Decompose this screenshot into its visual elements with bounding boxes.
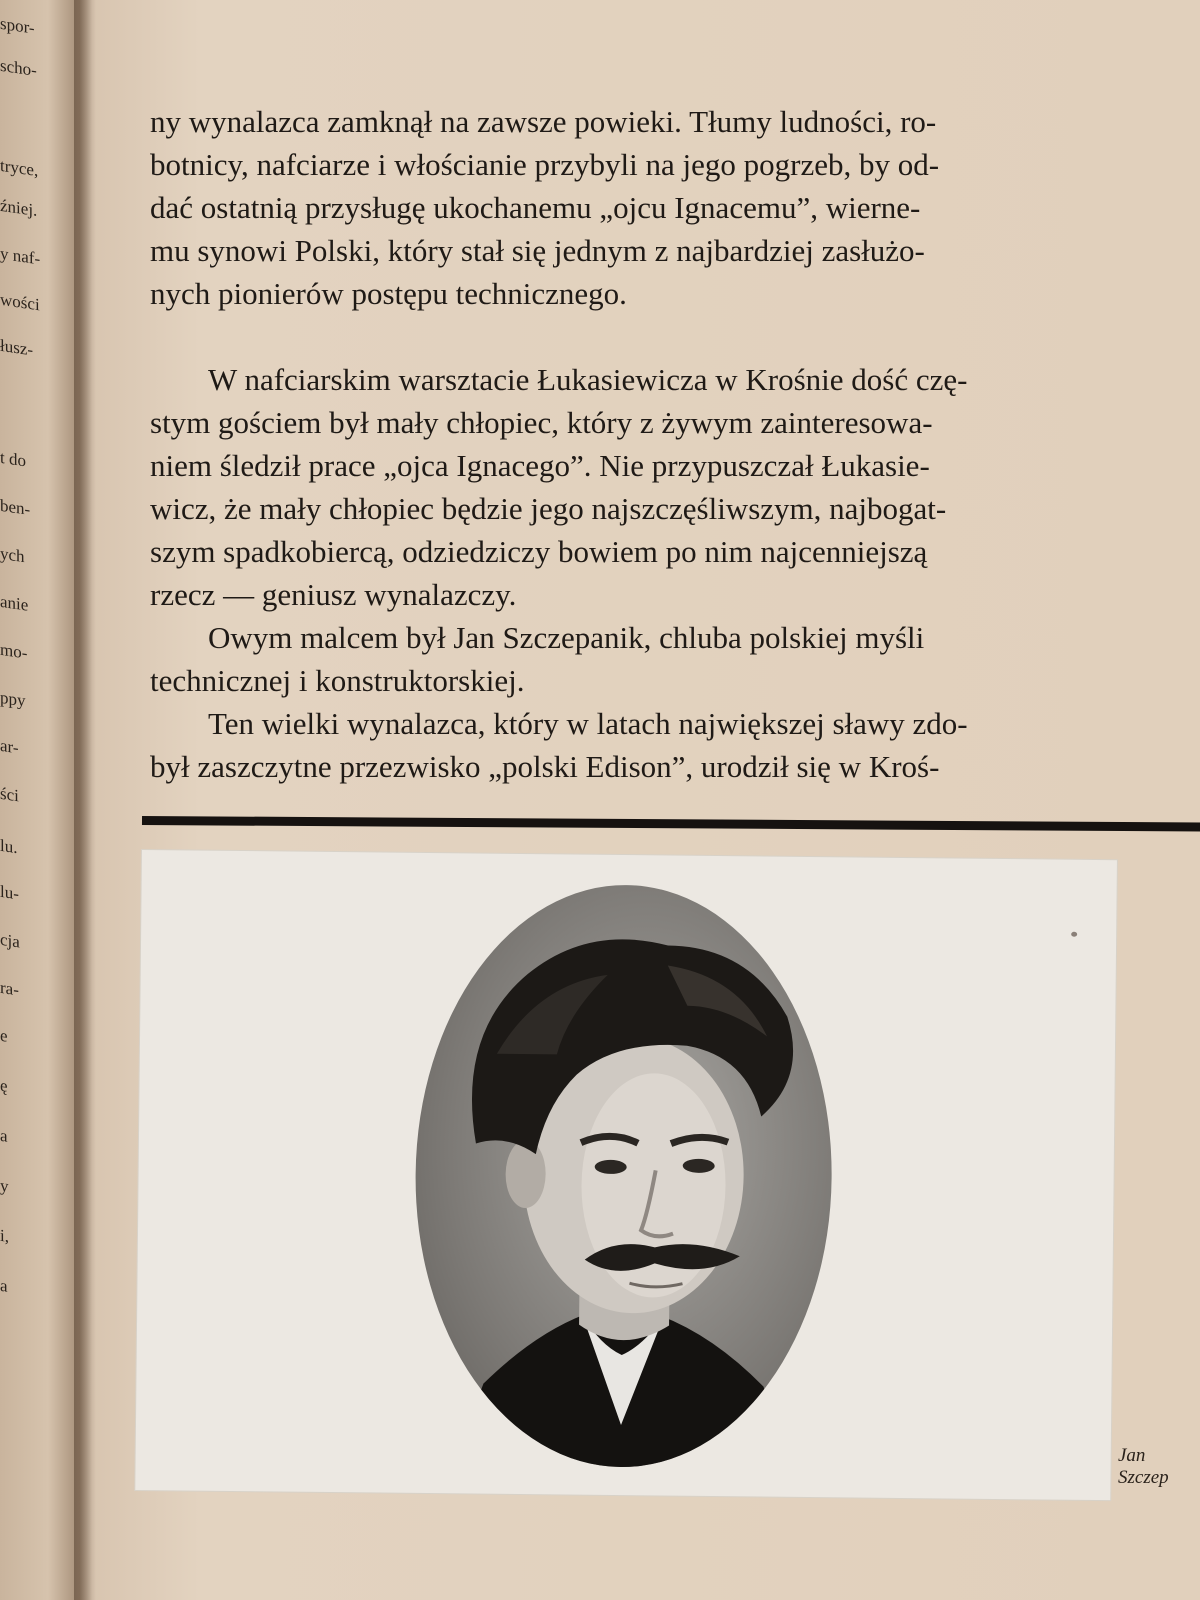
left-fragment: spor- — [0, 13, 35, 38]
left-fragment: lu- — [0, 881, 19, 904]
left-fragment: anie — [0, 591, 29, 615]
text-line: technicznej i konstruktorskiej. — [150, 663, 525, 698]
text-line: ny wynalazca zamknął na zawsze powieki. Tłumy ludności, ro- — [150, 104, 937, 139]
left-fragment: tryce, — [0, 155, 39, 181]
body-text — [150, 100, 1150, 788]
text-line: rzecz — geniusz wynalazczy. — [150, 577, 517, 612]
right-page — [86, 0, 1200, 1600]
text-line: W nafciarskim warsztacie Łukasiewicza w Krośnie dość czę- — [208, 362, 968, 397]
print-speck — [1071, 932, 1077, 937]
left-fragment: scho- — [0, 55, 37, 80]
section-rule — [142, 816, 1200, 832]
left-fragment: i, — [0, 1225, 9, 1247]
left-fragment: cja — [0, 929, 20, 952]
text-line: Owym malcem był Jan Szczepanik, chluba polskiej myśli — [208, 620, 925, 655]
left-fragment: a — [0, 1275, 8, 1296]
caption-line: Jan — [1118, 1445, 1146, 1466]
left-fragment: ę — [0, 1075, 8, 1096]
text-line: niem śledził prace „ojca Ignacego”. Nie przypuszczał Łukasie- — [150, 448, 930, 483]
left-fragment: y — [0, 1175, 9, 1196]
left-fragment: ben- — [0, 495, 31, 520]
left-fragment: łusz- — [0, 335, 34, 360]
text-line: wicz, że mały chłopiec będzie jego najszczęśliwszym, najbogat- — [150, 491, 947, 526]
left-fragment: źniej. — [0, 195, 38, 221]
text-line: nych pionierów postępu technicznego. — [150, 276, 627, 311]
left-page-edge — [0, 0, 80, 1600]
text-line: botnicy, nafciarze i włościanie przybyli na jego pogrzeb, by od- — [150, 147, 940, 182]
left-fragment: ar- — [0, 735, 19, 758]
text-line: stym gościem był mały chłopiec, który z żywym zainteresowa- — [150, 405, 933, 440]
left-fragment: e — [0, 1025, 8, 1046]
portrait-photo — [413, 883, 835, 1469]
photo-plate — [135, 850, 1117, 1500]
left-fragment: ppy — [0, 687, 26, 711]
text-line: Ten wielki wynalazca, który w latach największej sławy zdo- — [208, 706, 968, 741]
left-fragment: wości — [0, 289, 40, 315]
left-fragment: y naf- — [0, 243, 41, 269]
portrait-figure — [413, 883, 835, 1469]
left-fragment: ych — [0, 543, 25, 567]
text-line: mu synowi Polski, który stał się jednym z najbardziej zasłużo- — [150, 233, 925, 268]
left-fragment: mo- — [0, 639, 28, 663]
text-line: szym spadkobiercą, odziedziczy bowiem po nim najcenniejszą — [150, 534, 928, 569]
text-line: był zaszczytne przezwisko „polski Edison”, urodził się w Kroś- — [150, 749, 940, 784]
text-line: dać ostatnią przysługę ukochanemu „ojcu Ignacemu”, wierne- — [150, 190, 921, 225]
left-fragment: a — [0, 1125, 8, 1146]
photo-caption — [1118, 1445, 1169, 1489]
left-fragment: lu. — [0, 835, 18, 858]
caption-line: Szczep — [1118, 1467, 1169, 1488]
left-fragment: t do — [0, 447, 26, 471]
left-fragment: ra- — [0, 977, 19, 1000]
left-fragment: ści — [0, 783, 19, 806]
paragraph-gap — [150, 315, 1150, 358]
